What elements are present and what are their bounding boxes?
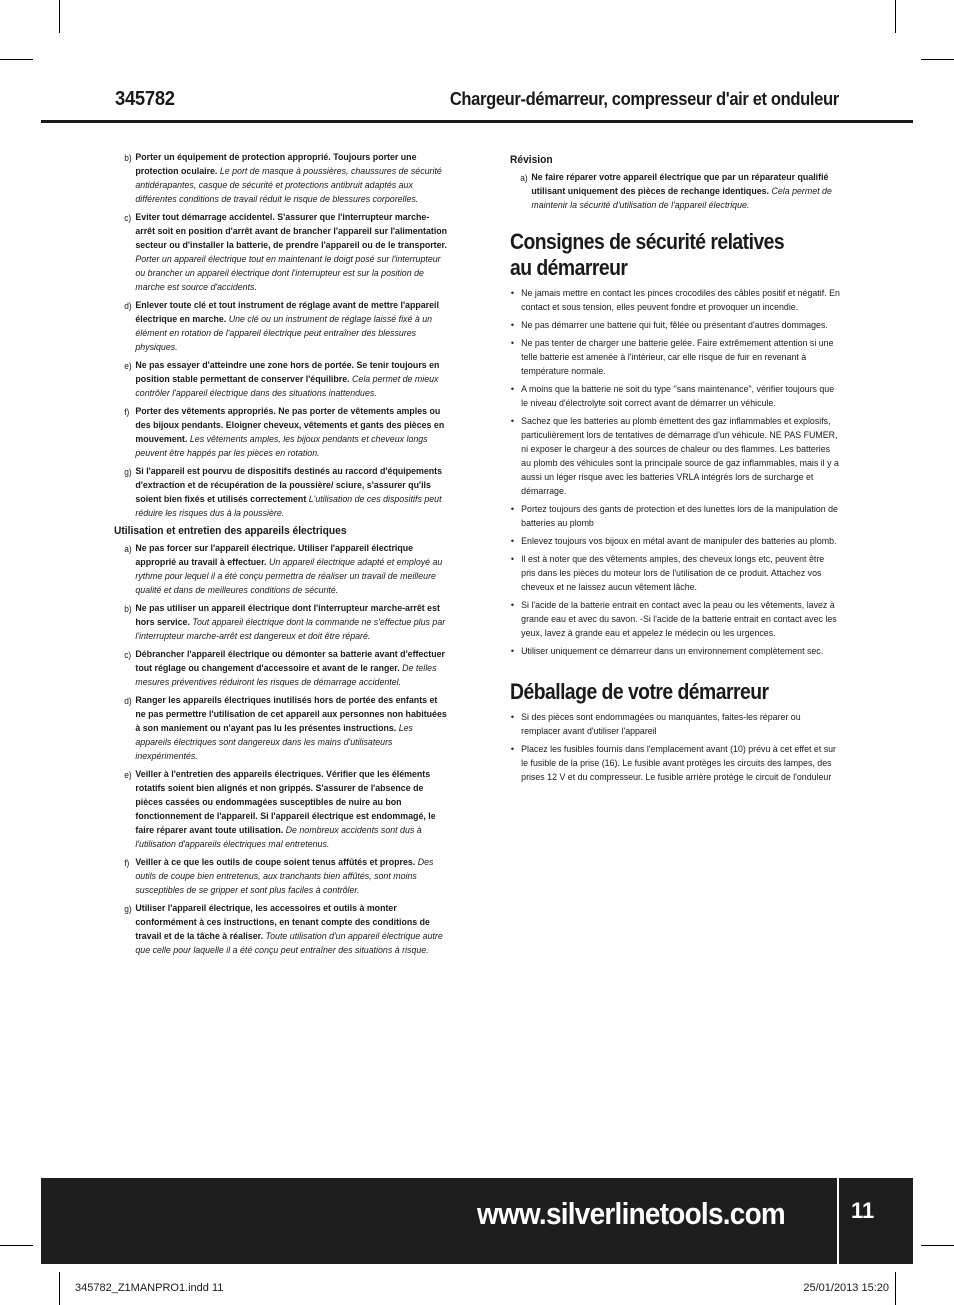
explanation-text: Tout appareil électrique dont la commande ne s'effectue plus par l'interrupteur marche-arrêt est dangereux et doit être réparé. (135, 617, 446, 642)
crop-mark (0, 59, 33, 60)
list-marker: d) (124, 696, 132, 706)
explanation-text: Porter un appareil électrique tout en maintenant le doigt posé sur l'interrupteur ou brancher un appareil électrique dont l'interrupteur est sur la position de marche est source d'accidents. (135, 254, 441, 293)
file-slug: 345782_Z1MANPRO1.indd 11 (75, 1282, 224, 1294)
instruction-text: Utiliser l'appareil électrique, les accessoires et outils à monter conformément à ces instructions, en tenant compte des conditions de travail et de la tâche à réaliser. (135, 903, 430, 942)
instruction-text: Débrancher l'appareil électrique ou démonter sa batterie avant d'effectuer tout réglage ou changement d'accessoire et avant de le ranger. (135, 649, 445, 674)
explanation-text: Les vêtements amples, les bijoux pendants et cheveux longs peuvent être happés par les pièces en rotation. (135, 434, 428, 459)
bullet-item (510, 743, 840, 785)
crop-mark (921, 1245, 954, 1246)
explanation-text: Cela permet de mieux contrôler l'appareil électrique dans des situations inattendues. (135, 374, 439, 399)
list-item (114, 902, 448, 958)
list-marker: f) (124, 858, 130, 868)
bullet-item (510, 645, 840, 659)
bullet-icon: • (510, 504, 515, 515)
section-title-line: au démarreur (510, 255, 628, 280)
unpacking-list (510, 711, 840, 785)
bullet-text: Portez toujours des gants de protection et des lunettes lors de la manipulation de batteries au plomb (521, 504, 838, 529)
instruction-text: Enlever toute clé et tout instrument de réglage avant de mettre l'appareil électrique en marche. (135, 300, 439, 325)
list-marker: a) (520, 173, 528, 183)
instruction-text: Si l'appareil est pourvu de dispositifs destinés au raccord d'équipements d'extraction et de récupération de la poussière/ sciure, s'assurer qu'ils soient bien fixés et utilisés correctement (135, 466, 443, 505)
list-item (114, 151, 448, 207)
list-marker: f) (124, 407, 130, 417)
bullet-item (510, 415, 840, 499)
instruction-text: Eviter tout démarrage accidentel. S'assurer que l'interrupteur marche-arrêt soit en position d'arrêt avant de brancher l'appareil sur l'alimentation secteur ou d'installer la batterie, de prendre l'appareil ou de le transporter. (135, 212, 448, 251)
section-title-unpacking: Déballage de votre démarreur (510, 679, 769, 704)
instruction-text: Ne pas essayer d'atteindre une zone hors de portée. Se tenir toujours en position stable permettant de conserver l'équilibre. (135, 360, 440, 385)
bullet-icon: • (510, 554, 515, 565)
bullet-item (510, 535, 840, 549)
explanation-text: Une clé ou un instrument de réglage laissé fixé à un élément en rotation de l'appareil électrique peut entraîner des blessures physiques. (135, 314, 433, 353)
bullet-item (510, 553, 840, 595)
page-title: Chargeur-démarreur, compresseur d'air et onduleur (450, 89, 839, 109)
instruction-text: Ranger les appareils électriques inutilisés hors de portée des enfants et ne pas permettre l'utilisation de cet appareil aux personnes non habituées à son maniement ou n'ayant pas lu les présentes instructions. (135, 695, 447, 734)
bullet-item (510, 711, 840, 739)
list-item (114, 602, 448, 644)
bullet-icon: • (510, 338, 515, 349)
bullet-icon: • (510, 320, 515, 331)
page-number: 11 (851, 1198, 875, 1223)
bullet-text: Utiliser uniquement ce démarreur dans un environnement complètement sec. (521, 646, 824, 657)
explanation-text: De nombreux accidents sont dus à l'utilisation d'appareils électriques mal entretenus. (135, 825, 422, 850)
bullet-icon: • (510, 646, 515, 657)
list-item (114, 648, 448, 690)
instruction-text: Ne pas forcer sur l'appareil électrique. Utiliser l'appareil électrique approprié au travail à effectuer. (135, 543, 414, 568)
crop-mark (895, 0, 896, 33)
subheading-revision: Révision (510, 154, 553, 166)
bullet-text: Si des pièces sont endommagées ou manquantes, faites-les réparer ou remplacer avant d'utiliser l'appareil (521, 712, 801, 737)
bullet-text: Si l'acide de la batterie entrait en contact avec la peau ou les vêtements, lavez à grande eau et avec du savon. -Si l'acide de la batterie entrait en contact avec les yeux, lavez à grande eau et appelez le médecin ou les urgences. (521, 600, 837, 639)
list-item (114, 211, 448, 295)
date-slug: 25/01/2013 15:20 (803, 1282, 889, 1294)
list-item (114, 768, 448, 852)
bullet-item (510, 337, 840, 379)
crop-mark (921, 59, 954, 60)
bullet-text: Placez les fusibles fournis dans l'emplacement avant (10) prévu à cet effet et sur le fusible de la prise (16). Le fusible avant protèges les circuits des lampes, des prises 12 V et du compresseur. Le fusible arrière protège le circuit de l'onduleur (521, 744, 837, 783)
bullet-text: Sachez que les batteries au plomb émettent des gaz inflammables et explosifs, particulièrement lors de tentatives de démarrage d'un véhicule. NE PAS FUMER, ni exposer le chargeur à des sources de chaleur ou des flammes. Les batteries au plomb des véhicules sont la principale source de gaz inflammables, mais il y a aussi un léger risque avec les batteries VRLA intégrés lors de surcharge et démarrage. (521, 416, 839, 497)
explanation-text: Un appareil électrique adapté et employé au rythme pour lequel il a été conçu permettra de réaliser un travail de meilleure qualité et dans de meilleures conditions de sécurité. (135, 557, 443, 596)
list-item (114, 465, 448, 521)
section-title-line: Consignes de sécurité relatives (510, 229, 785, 254)
subheading-usage: Utilisation et entretien des appareils électriques (114, 525, 347, 537)
crop-mark (0, 1245, 33, 1246)
list-marker: b) (124, 153, 132, 163)
list-marker: g) (124, 467, 132, 477)
footer-bar (41, 1178, 913, 1264)
usage-list (114, 542, 448, 958)
website-url: www.silverlinetools.com (477, 1196, 785, 1231)
bullet-icon: • (510, 744, 515, 755)
list-marker: a) (124, 544, 132, 554)
explanation-text: Cela permet de maintenir la sécurité d'utilisation de l'appareil électrique. (531, 186, 832, 211)
starter-safety-list (510, 287, 840, 659)
explanation-text: L'utilisation de ces dispositifs peut réduire les risques dus à la poussière. (135, 494, 442, 519)
right-column (510, 152, 840, 789)
bullet-icon: • (510, 536, 515, 547)
bullet-icon: • (510, 712, 515, 723)
bullet-icon: • (510, 288, 515, 299)
list-marker: b) (124, 604, 132, 614)
bullet-item (510, 503, 840, 531)
explanation-text: De telles mesures préventives réduiront les risques de démarrage accidentel. (135, 663, 437, 688)
page-header (41, 86, 913, 126)
safety-list (114, 151, 448, 521)
instruction-text: Porter un équipement de protection approprié. Toujours porter une protection oculaire. (135, 152, 417, 177)
bullet-item (510, 599, 840, 641)
bullet-icon: • (510, 416, 515, 427)
list-item (114, 299, 448, 355)
instruction-text: Veiller à l'entretien des appareils électriques. Vérifier que les éléments rotatifs soient bien alignés et non grippés. S'assurer de l'absence de pièces cassées ou endommagées susceptibles de nuire au bon fonctionnement de l'appareil. Si l'appareil électrique est endommagé, le faire réparer avant toute utilisation. (135, 769, 436, 836)
list-item (114, 856, 448, 898)
list-marker: e) (124, 770, 132, 780)
revision-list (510, 171, 840, 213)
bullet-item (510, 319, 840, 333)
bullet-text: Enlevez toujours vos bijoux en métal avant de manipuler des batteries au plomb. (521, 536, 837, 547)
bullet-item (510, 287, 840, 315)
bullet-text: A moins que la batterie ne soit du type ''sans maintenance", vérifier toujours que le niveau d'électrolyte soit correct avant de démarrer un véhicule. (521, 384, 835, 409)
bullet-text: Ne jamais mettre en contact les pinces crocodiles des câbles positif et négatif. En contact et sous tension, elles peuvent fondre et provoquer un incendie. (521, 288, 840, 313)
crop-mark (895, 1272, 896, 1305)
list-item (114, 542, 448, 598)
bullet-icon: • (510, 600, 515, 611)
section-title-starter-safety (510, 229, 841, 281)
bullet-text: Ne pas démarrer une batterie qui fuit, fêlée ou présentant d'autres dommages. (521, 320, 828, 331)
footer-divider (837, 1178, 839, 1264)
crop-mark (59, 0, 60, 33)
list-marker: c) (124, 650, 132, 660)
crop-mark (59, 1272, 60, 1305)
header-rule (41, 120, 913, 123)
bullet-text: Il est à noter que des vêtements amples, des cheveux longs etc, peuvent être pris dans les pièces du moteur lors de l'utilisation de ce produit. Attachez vos cheveux et ne laissez aucun vêtement lâche. (521, 554, 825, 593)
list-item (114, 359, 448, 401)
list-marker: d) (124, 301, 132, 311)
list-marker: g) (124, 904, 132, 914)
explanation-text: Les appareils électriques sont dangereux dans les mains d'utilisateurs inexpérimentés. (135, 723, 413, 762)
list-item (114, 405, 448, 461)
instruction-text: Porter des vêtements appropriés. Ne pas porter de vêtements amples ou des bijoux pendants. Eloigner cheveux, vêtements et gants des pièces en mouvement. (135, 406, 445, 445)
bullet-item (510, 383, 840, 411)
explanation-text: Le port de masque à poussières, chaussures de sécurité antidérapantes, casque de sécurité et protections antibruit adaptés aux différentes conditions de travail réduit le risque de blessures corporelles. (135, 166, 442, 205)
instruction-text: Ne pas utiliser un appareil électrique dont l'interrupteur marche-arrêt est hors service. (135, 603, 440, 628)
bullet-icon: • (510, 384, 515, 395)
explanation-text: Toute utilisation d'un appareil électrique autre que celle pour laquelle il a été conçu peut entraîner des situations à risque. (135, 931, 443, 956)
explanation-text: Des outils de coupe bien entretenus, aux tranchants bien affûtés, sont moins susceptibles de se gripper et sont plus faciles à contrôler. (135, 857, 434, 896)
left-column (114, 151, 448, 962)
list-item (510, 171, 840, 213)
instruction-text: Ne faire réparer votre appareil électrique que par un réparateur qualifié utilisant uniquement des pièces de rechange identiques. (531, 172, 829, 197)
list-item (114, 694, 448, 764)
instruction-text: Veiller à ce que les outils de coupe soient tenus affûtés et propres. (135, 857, 416, 868)
bullet-text: Ne pas tenter de charger une batterie gelée. Faire extrêmement attention si une telle batterie est amenée à l'intérieur, car elle risque de fuir en revenant à température normale. (521, 338, 834, 377)
model-number: 345782 (115, 88, 175, 110)
list-marker: c) (124, 213, 132, 223)
list-marker: e) (124, 361, 132, 371)
